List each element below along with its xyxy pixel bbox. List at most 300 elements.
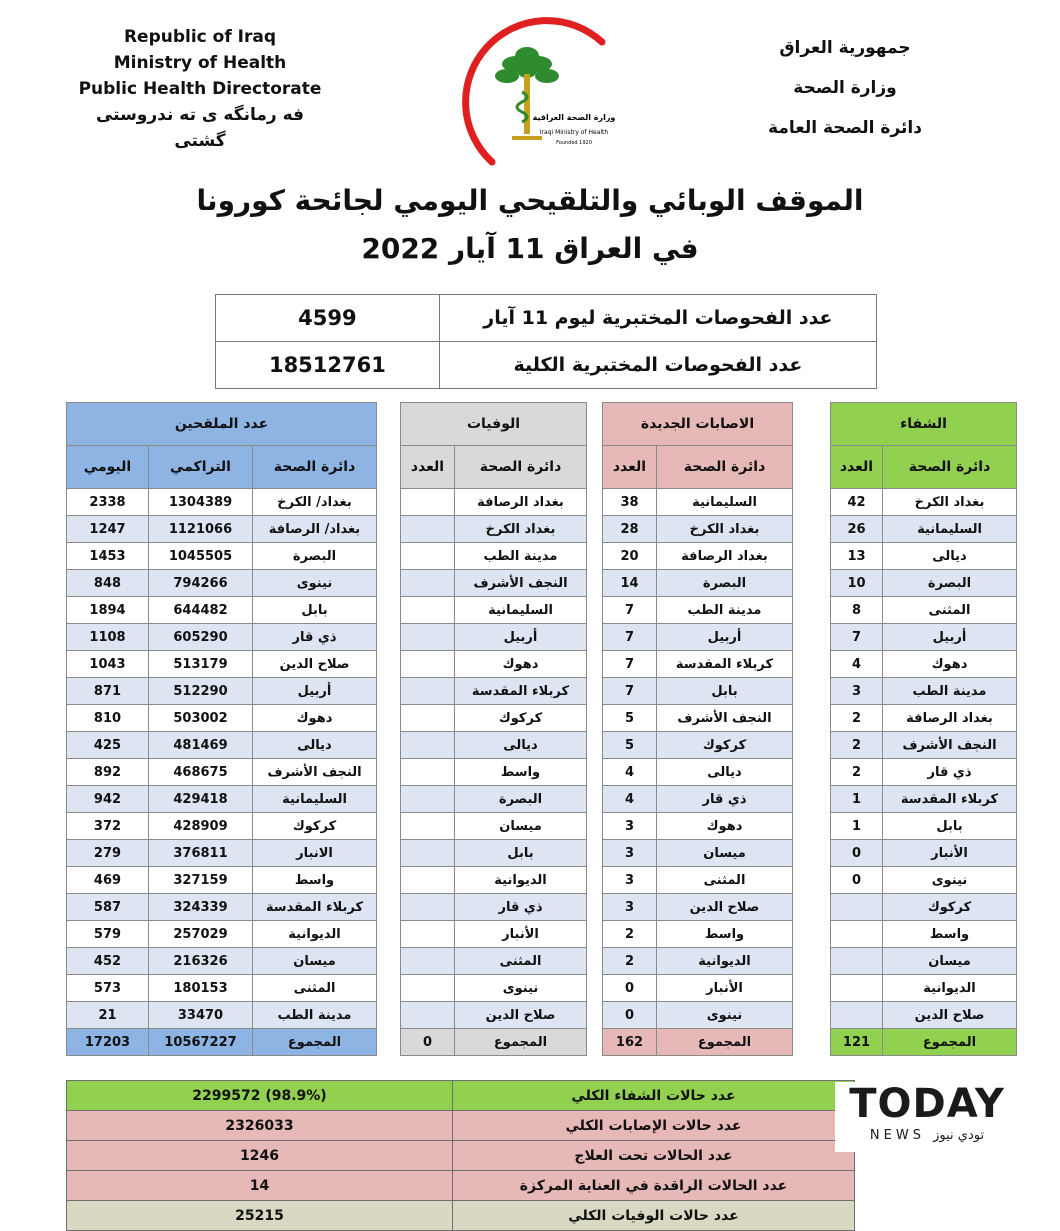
recovery-row xyxy=(831,678,1017,705)
today-news-watermark xyxy=(835,1082,1019,1152)
deaths-directorate: أربيل xyxy=(455,624,587,651)
deaths-count xyxy=(401,975,455,1002)
vaccinated-directorate: الانبار xyxy=(253,840,377,867)
lab-tests-daily-label: عدد الفحوصات المختبرية ليوم 11 آيار xyxy=(439,295,876,342)
deaths-count xyxy=(401,651,455,678)
vaccinated-directorate: بغداد/ الكرخ xyxy=(253,489,377,516)
new-cases-row xyxy=(603,732,793,759)
deaths-directorate: ذي قار xyxy=(455,894,587,921)
vaccinated-daily: 587 xyxy=(67,894,149,921)
recovery-row xyxy=(831,1002,1017,1029)
summary-row xyxy=(67,1111,855,1141)
vaccinated-row xyxy=(67,921,377,948)
recovery-directorate: بغداد الرصافة xyxy=(883,705,1017,732)
deaths-total: 0 xyxy=(401,1029,455,1056)
deaths-count xyxy=(401,948,455,975)
recovery-row xyxy=(831,813,1017,840)
header-ar-line-1: جمهورية العراق xyxy=(779,38,911,58)
vaccinated-daily: 848 xyxy=(67,570,149,597)
vaccinated-directorate: البصرة xyxy=(253,543,377,570)
recovery-directorate: الديوانية xyxy=(883,975,1017,1002)
new-cases-count: 7 xyxy=(603,597,657,624)
vaccinated-daily: 425 xyxy=(67,732,149,759)
vaccinated-directorate: مدينة الطب xyxy=(253,1002,377,1029)
new-cases-count: 4 xyxy=(603,759,657,786)
recovery-col-directorate: دائرة الصحة xyxy=(883,446,1017,489)
new-cases-title: الاصابات الجديدة xyxy=(603,403,793,446)
vaccinated-directorate: النجف الأشرف xyxy=(253,759,377,786)
deaths-row xyxy=(401,1002,587,1029)
recovery-row xyxy=(831,921,1017,948)
new-cases-row xyxy=(603,975,793,1002)
new-cases-directorate: بابل xyxy=(657,678,793,705)
new-cases-row xyxy=(603,705,793,732)
recovery-row xyxy=(831,489,1017,516)
deaths-count xyxy=(401,840,455,867)
recovery-count: 1 xyxy=(831,813,883,840)
new-cases-directorate: مدينة الطب xyxy=(657,597,793,624)
deaths-count xyxy=(401,813,455,840)
new-cases-count: 7 xyxy=(603,624,657,651)
deaths-row xyxy=(401,894,587,921)
summary-label: عدد حالات الشفاء الكلي xyxy=(453,1081,855,1111)
summary-row xyxy=(67,1201,855,1231)
vaccinated-col-daily: اليومي xyxy=(67,446,149,489)
new-cases-count: 2 xyxy=(603,948,657,975)
new-cases-directorate: السليمانية xyxy=(657,489,793,516)
vaccinated-cumulative: 1121066 xyxy=(149,516,253,543)
deaths-table xyxy=(400,402,586,1056)
new-cases-directorate: النجف الأشرف xyxy=(657,705,793,732)
new-cases-directorate: كركوك xyxy=(657,732,793,759)
recovery-count: 10 xyxy=(831,570,883,597)
vaccinated-row xyxy=(67,516,377,543)
vaccinated-daily: 1453 xyxy=(67,543,149,570)
new-cases-row xyxy=(603,624,793,651)
new-cases-directorate: المثنى xyxy=(657,867,793,894)
vaccinated-row xyxy=(67,678,377,705)
lab-tests-daily-value: 4599 xyxy=(216,295,440,342)
recovery-row xyxy=(831,597,1017,624)
deaths-row xyxy=(401,705,587,732)
watermark-brand: TODAY xyxy=(849,1081,1005,1127)
recovery-count: 3 xyxy=(831,678,883,705)
deaths-row xyxy=(401,516,587,543)
vaccinated-daily: 21 xyxy=(67,1002,149,1029)
recovery-count: 0 xyxy=(831,840,883,867)
new-cases-count: 38 xyxy=(603,489,657,516)
recovery-col-count: العدد xyxy=(831,446,883,489)
vaccinated-cumulative: 257029 xyxy=(149,921,253,948)
vaccinated-cumulative: 1304389 xyxy=(149,489,253,516)
deaths-directorate: ميسان xyxy=(455,813,587,840)
logo-text-en: Iraqi Ministry of Health xyxy=(539,129,609,136)
recovery-directorate: بغداد الكرخ xyxy=(883,489,1017,516)
new-cases-directorate: صلاح الدين xyxy=(657,894,793,921)
recovery-directorate: ميسان xyxy=(883,948,1017,975)
recovery-directorate: ديالى xyxy=(883,543,1017,570)
deaths-count xyxy=(401,1002,455,1029)
recovery-count: 8 xyxy=(831,597,883,624)
new-cases-row xyxy=(603,894,793,921)
logo-text-founded: Founded 1920 xyxy=(556,140,592,146)
recovery-count: 26 xyxy=(831,516,883,543)
recovery-directorate: نينوى xyxy=(883,867,1017,894)
deaths-directorate: الديوانية xyxy=(455,867,587,894)
deaths-row xyxy=(401,867,587,894)
deaths-row xyxy=(401,678,587,705)
deaths-count xyxy=(401,705,455,732)
new-cases-count: 2 xyxy=(603,921,657,948)
recovery-directorate: صلاح الدين xyxy=(883,1002,1017,1029)
deaths-col-directorate: دائرة الصحة xyxy=(455,446,587,489)
deaths-count xyxy=(401,543,455,570)
deaths-col-count: العدد xyxy=(401,446,455,489)
vaccinated-cumulative: 1045505 xyxy=(149,543,253,570)
deaths-count xyxy=(401,894,455,921)
new-cases-count: 3 xyxy=(603,894,657,921)
report-date: في العراق 11 آيار 2022 xyxy=(361,232,699,265)
new-cases-directorate: واسط xyxy=(657,921,793,948)
deaths-count xyxy=(401,678,455,705)
vaccinated-cumulative: 324339 xyxy=(149,894,253,921)
vaccinated-total-cumulative: 10567227 xyxy=(149,1029,253,1056)
summary-row xyxy=(67,1081,855,1111)
new-cases-table xyxy=(602,402,792,1056)
recovery-total: 121 xyxy=(831,1029,883,1056)
vaccinated-directorate: واسط xyxy=(253,867,377,894)
header-english xyxy=(70,24,330,154)
new-cases-count: 3 xyxy=(603,840,657,867)
recovery-count xyxy=(831,948,883,975)
recovery-count: 42 xyxy=(831,489,883,516)
vaccinated-daily: 892 xyxy=(67,759,149,786)
new-cases-total: 162 xyxy=(603,1029,657,1056)
new-cases-row xyxy=(603,786,793,813)
deaths-title: الوفيات xyxy=(401,403,587,446)
vaccinated-cumulative: 513179 xyxy=(149,651,253,678)
vaccinated-daily: 1247 xyxy=(67,516,149,543)
vaccinated-directorate: دهوك xyxy=(253,705,377,732)
recovery-count xyxy=(831,975,883,1002)
vaccinated-cumulative: 503002 xyxy=(149,705,253,732)
new-cases-directorate: دهوك xyxy=(657,813,793,840)
recovery-title: الشفاء xyxy=(831,403,1017,446)
new-cases-row xyxy=(603,1002,793,1029)
header-en-line-1: Republic of Iraq xyxy=(123,27,277,47)
new-cases-row xyxy=(603,921,793,948)
deaths-row xyxy=(401,813,587,840)
header-en-line-2: Ministry of Health xyxy=(113,53,287,73)
vaccinated-row xyxy=(67,813,377,840)
vaccinated-row xyxy=(67,624,377,651)
lab-tests-total-row xyxy=(216,342,877,389)
vaccinated-directorate: صلاح الدين xyxy=(253,651,377,678)
vaccinated-directorate: ذي قار xyxy=(253,624,377,651)
new-cases-row xyxy=(603,543,793,570)
deaths-directorate: كربلاء المقدسة xyxy=(455,678,587,705)
deaths-count xyxy=(401,624,455,651)
vaccinated-directorate: ديالى xyxy=(253,732,377,759)
new-cases-row xyxy=(603,813,793,840)
header-ar-line-3: دائرة الصحة العامة xyxy=(768,118,922,138)
deaths-row xyxy=(401,840,587,867)
new-cases-row xyxy=(603,840,793,867)
vaccinated-daily: 372 xyxy=(67,813,149,840)
deaths-directorate: بغداد الرصافة xyxy=(455,489,587,516)
logo-text-ar: وزارة الصحة العراقية xyxy=(532,113,616,122)
recovery-directorate: كربلاء المقدسة xyxy=(883,786,1017,813)
vaccinated-cumulative: 644482 xyxy=(149,597,253,624)
lab-tests-daily-row xyxy=(216,295,877,342)
new-cases-directorate: بغداد الرصافة xyxy=(657,543,793,570)
deaths-count xyxy=(401,597,455,624)
recovery-row xyxy=(831,975,1017,1002)
lab-tests-total-value: 18512761 xyxy=(216,342,440,389)
new-cases-count: 20 xyxy=(603,543,657,570)
vaccinated-row xyxy=(67,597,377,624)
recovery-row xyxy=(831,705,1017,732)
new-cases-row xyxy=(603,948,793,975)
recovery-row xyxy=(831,732,1017,759)
recovery-row xyxy=(831,786,1017,813)
new-cases-count: 3 xyxy=(603,867,657,894)
deaths-count xyxy=(401,489,455,516)
new-cases-directorate: بغداد الكرخ xyxy=(657,516,793,543)
recovery-directorate: الأنبار xyxy=(883,840,1017,867)
recovery-row xyxy=(831,948,1017,975)
deaths-row xyxy=(401,543,587,570)
recovery-count xyxy=(831,894,883,921)
vaccinated-daily: 810 xyxy=(67,705,149,732)
vaccinated-daily: 871 xyxy=(67,678,149,705)
header-en-line-3: Public Health Directorate xyxy=(78,79,322,99)
new-cases-row xyxy=(603,867,793,894)
new-cases-count: 0 xyxy=(603,1002,657,1029)
recovery-row xyxy=(831,840,1017,867)
recovery-count: 0 xyxy=(831,867,883,894)
recovery-count: 1 xyxy=(831,786,883,813)
deaths-directorate: بغداد الكرخ xyxy=(455,516,587,543)
recovery-directorate: النجف الأشرف xyxy=(883,732,1017,759)
recovery-total-label: المجموع xyxy=(883,1029,1017,1056)
deaths-directorate: الأنبار xyxy=(455,921,587,948)
deaths-row xyxy=(401,921,587,948)
vaccinated-col-directorate: دائرة الصحة xyxy=(253,446,377,489)
new-cases-total-label: المجموع xyxy=(657,1029,793,1056)
recovery-row xyxy=(831,759,1017,786)
vaccinated-row xyxy=(67,975,377,1002)
report-title: الموقف الوبائي والتلقيحي اليومي لجائحة كورونا xyxy=(196,184,864,217)
vaccinated-row xyxy=(67,651,377,678)
vaccinated-cumulative: 468675 xyxy=(149,759,253,786)
new-cases-count: 7 xyxy=(603,651,657,678)
vaccinated-directorate: الديوانية xyxy=(253,921,377,948)
vaccinated-cumulative: 429418 xyxy=(149,786,253,813)
vaccinated-daily: 573 xyxy=(67,975,149,1002)
deaths-row xyxy=(401,651,587,678)
new-cases-row xyxy=(603,516,793,543)
deaths-directorate: نينوى xyxy=(455,975,587,1002)
vaccinated-daily: 1894 xyxy=(67,597,149,624)
vaccinated-directorate: بغداد/ الرصافة xyxy=(253,516,377,543)
vaccinated-row xyxy=(67,543,377,570)
new-cases-directorate: ميسان xyxy=(657,840,793,867)
vaccinated-row xyxy=(67,489,377,516)
deaths-directorate: النجف الأشرف xyxy=(455,570,587,597)
deaths-row xyxy=(401,786,587,813)
deaths-directorate: السليمانية xyxy=(455,597,587,624)
recovery-row xyxy=(831,570,1017,597)
deaths-directorate: مدينة الطب xyxy=(455,543,587,570)
new-cases-directorate: نينوى xyxy=(657,1002,793,1029)
deaths-count xyxy=(401,867,455,894)
vaccinated-daily: 279 xyxy=(67,840,149,867)
new-cases-count: 28 xyxy=(603,516,657,543)
vaccinated-total-label: المجموع xyxy=(253,1029,377,1056)
vaccinated-cumulative: 512290 xyxy=(149,678,253,705)
deaths-directorate: كركوك xyxy=(455,705,587,732)
vaccinated-directorate: كربلاء المقدسة xyxy=(253,894,377,921)
new-cases-count: 14 xyxy=(603,570,657,597)
recovery-row xyxy=(831,516,1017,543)
lab-tests-table xyxy=(215,294,877,389)
summary-label: عدد حالات الوفيات الكلي xyxy=(453,1201,855,1231)
recovery-table xyxy=(830,402,1016,1056)
vaccinated-row xyxy=(67,840,377,867)
recovery-row xyxy=(831,867,1017,894)
new-cases-count: 5 xyxy=(603,705,657,732)
vaccinated-cumulative: 327159 xyxy=(149,867,253,894)
new-cases-row xyxy=(603,489,793,516)
recovery-directorate: كركوك xyxy=(883,894,1017,921)
deaths-row xyxy=(401,948,587,975)
new-cases-directorate: الأنبار xyxy=(657,975,793,1002)
vaccinated-cumulative: 794266 xyxy=(149,570,253,597)
new-cases-col-directorate: دائرة الصحة xyxy=(657,446,793,489)
recovery-row xyxy=(831,624,1017,651)
vaccinated-row xyxy=(67,732,377,759)
deaths-count xyxy=(401,921,455,948)
deaths-row xyxy=(401,570,587,597)
recovery-count xyxy=(831,921,883,948)
vaccinated-directorate: كركوك xyxy=(253,813,377,840)
new-cases-count: 0 xyxy=(603,975,657,1002)
recovery-directorate: واسط xyxy=(883,921,1017,948)
recovery-count: 13 xyxy=(831,543,883,570)
vaccinated-directorate: ميسان xyxy=(253,948,377,975)
deaths-directorate: البصرة xyxy=(455,786,587,813)
deaths-directorate: المثنى xyxy=(455,948,587,975)
lab-tests-total-label: عدد الفحوصات المختبرية الكلية xyxy=(439,342,876,389)
deaths-count xyxy=(401,570,455,597)
new-cases-count: 4 xyxy=(603,786,657,813)
vaccinated-directorate: المثنى xyxy=(253,975,377,1002)
vaccinated-daily: 942 xyxy=(67,786,149,813)
recovery-row xyxy=(831,543,1017,570)
recovery-row xyxy=(831,894,1017,921)
deaths-count xyxy=(401,759,455,786)
recovery-directorate: بابل xyxy=(883,813,1017,840)
recovery-count: 2 xyxy=(831,732,883,759)
vaccinated-directorate: بابل xyxy=(253,597,377,624)
vaccinated-col-cumulative: التراكمي xyxy=(149,446,253,489)
deaths-count xyxy=(401,516,455,543)
summary-row xyxy=(67,1171,855,1201)
deaths-row xyxy=(401,624,587,651)
summary-table xyxy=(66,1080,854,1231)
vaccinated-daily: 579 xyxy=(67,921,149,948)
vaccinated-daily: 452 xyxy=(67,948,149,975)
deaths-directorate: صلاح الدين xyxy=(455,1002,587,1029)
vaccinated-row xyxy=(67,948,377,975)
vaccinated-daily: 469 xyxy=(67,867,149,894)
deaths-row xyxy=(401,597,587,624)
vaccinated-cumulative: 216326 xyxy=(149,948,253,975)
new-cases-row xyxy=(603,759,793,786)
new-cases-directorate: كربلاء المقدسة xyxy=(657,651,793,678)
deaths-row xyxy=(401,759,587,786)
new-cases-directorate: أربيل xyxy=(657,624,793,651)
new-cases-directorate: ذي قار xyxy=(657,786,793,813)
vaccinated-row xyxy=(67,867,377,894)
recovery-directorate: المثنى xyxy=(883,597,1017,624)
vaccinated-title: عدد الملقحين xyxy=(67,403,377,446)
summary-value: 2326033 xyxy=(67,1111,453,1141)
new-cases-directorate: الديوانية xyxy=(657,948,793,975)
deaths-row xyxy=(401,975,587,1002)
vaccinated-row xyxy=(67,705,377,732)
deaths-row xyxy=(401,489,587,516)
vaccinated-cumulative: 376811 xyxy=(149,840,253,867)
summary-value: 25215 xyxy=(67,1201,453,1231)
deaths-count xyxy=(401,786,455,813)
deaths-count xyxy=(401,732,455,759)
vaccinated-row xyxy=(67,570,377,597)
deaths-total-label: المجموع xyxy=(455,1029,587,1056)
vaccinated-table xyxy=(66,402,376,1056)
recovery-count: 2 xyxy=(831,759,883,786)
recovery-count: 7 xyxy=(831,624,883,651)
recovery-directorate: البصرة xyxy=(883,570,1017,597)
recovery-count xyxy=(831,1002,883,1029)
recovery-row xyxy=(831,651,1017,678)
new-cases-count: 3 xyxy=(603,813,657,840)
recovery-directorate: أربيل xyxy=(883,624,1017,651)
recovery-count: 4 xyxy=(831,651,883,678)
deaths-directorate: بابل xyxy=(455,840,587,867)
header-ar-line-2: وزارة الصحة xyxy=(793,78,897,98)
vaccinated-cumulative: 481469 xyxy=(149,732,253,759)
new-cases-col-count: العدد xyxy=(603,446,657,489)
deaths-directorate: واسط xyxy=(455,759,587,786)
vaccinated-directorate: نينوى xyxy=(253,570,377,597)
new-cases-row xyxy=(603,570,793,597)
deaths-row xyxy=(401,732,587,759)
watermark-sub: NEWS تودي نيوز xyxy=(869,1128,985,1143)
new-cases-count: 5 xyxy=(603,732,657,759)
vaccinated-cumulative: 33470 xyxy=(149,1002,253,1029)
vaccinated-daily: 1108 xyxy=(67,624,149,651)
new-cases-row xyxy=(603,597,793,624)
recovery-directorate: دهوك xyxy=(883,651,1017,678)
vaccinated-cumulative: 428909 xyxy=(149,813,253,840)
vaccinated-directorate: السليمانية xyxy=(253,786,377,813)
summary-value: 2299572 (98.9%) xyxy=(67,1081,453,1111)
summary-label: عدد الحالات تحت العلاج xyxy=(453,1141,855,1171)
vaccinated-daily: 2338 xyxy=(67,489,149,516)
summary-value: 1246 xyxy=(67,1141,453,1171)
